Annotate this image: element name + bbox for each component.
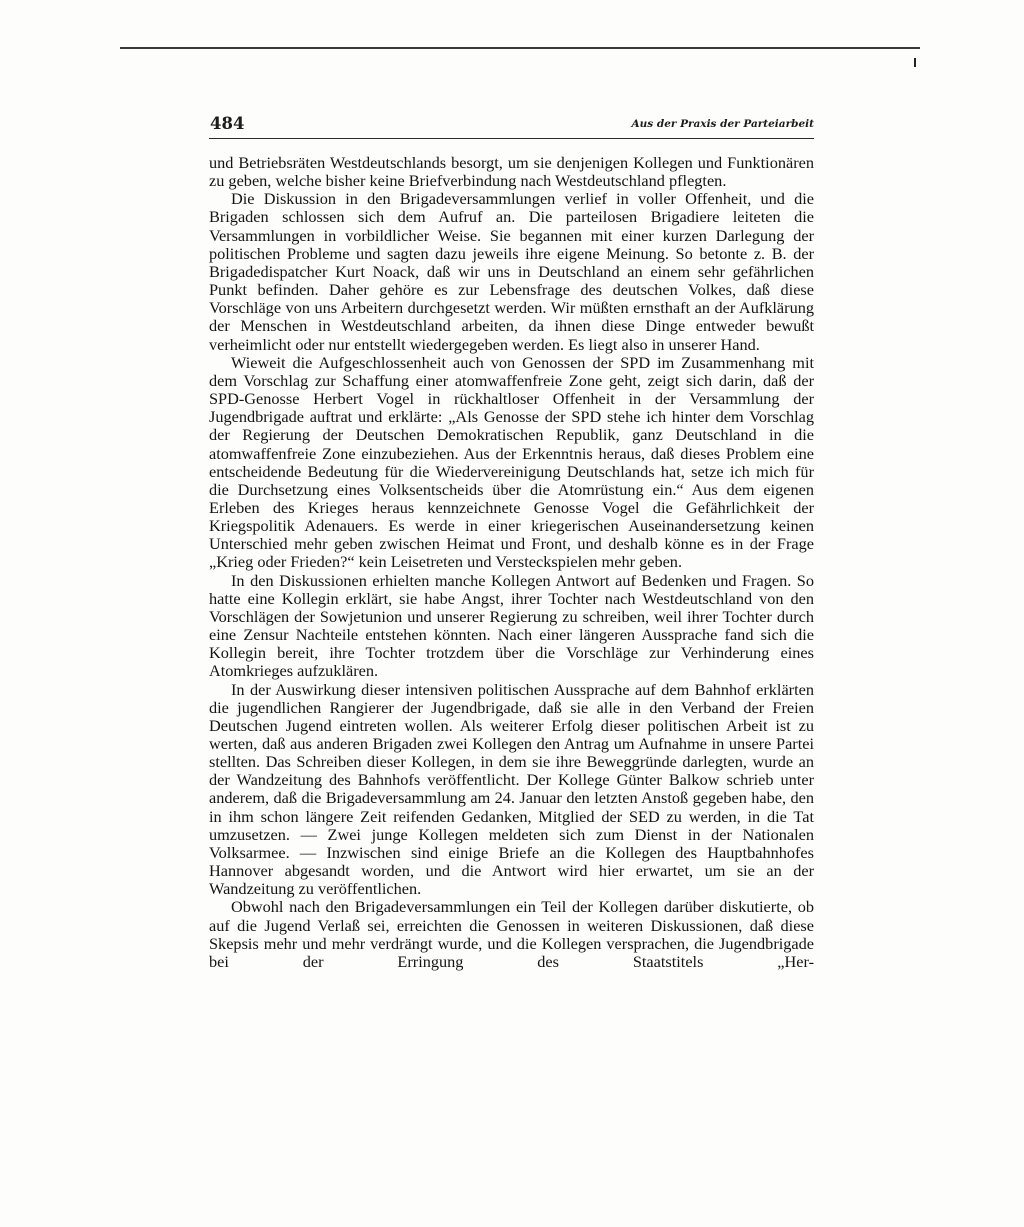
page-header <box>209 114 814 139</box>
paragraph: Obwohl nach den Brigadeversammlungen ein Teil der Kollegen darüber diskutierte, ob auf die Jugend Verlaß sei, erreichten die Genossen in weiteren Diskussionen, daß diese Skepsis mehr und mehr verdrängt wurde, und die Kollegen versprachen, die Jugendbrigade bei der Erringung des Staatstitels „Her- <box>209 897 814 971</box>
paragraph: In der Auswirkung dieser intensiven politischen Aussprache auf dem Bahnhof erklärten die jugendlichen Rangierer der Jugendbrigade, daß sie alle in den Verband der Freien Deutschen Jugend eintreten wollen. Als weiterer Erfolg dieser politischen Arbeit ist zu werten, daß aus anderen Brigaden zwei Kollegen den Antrag um Aufnahme in unsere Partei stellten. Das Schreiben dieser Kollegen, in dem sie ihre Beweggründe darlegten, wurde an der Wandzeitung des Bahnhofs veröffentlicht. Der Kollege Günter Balkow schrieb unter anderem, daß die Brigadeversammlung am 24. Januar den letzten Anstoß gegeben habe, den in ihm schon längere Zeit reifenden Gedanken, Mitglied der SED zu werden, in die Tat umzusetzen. — Zwei junge Kollegen meldeten sich zum Dienst in der Nationalen Volksarmee. — Inzwischen sind einige Briefe an die Kollegen des Hauptbahnhofes Hannover abgesandt worden, und die Antwort wird hier erwartet, um sie an der Wandzeitung zu veröffentlichen. <box>209 679 814 899</box>
paragraph: Die Diskussion in den Brigadeversammlungen verlief in voller Offenheit, und die Brigaden schlossen sich dem Aufruf an. Die parteilosen Brigadiere leiteten die Versammlungen in vorbildlicher Weise. Sie begannen mit einer kurzen Darlegung der politischen Probleme und sagten dazu jeweils ihre eigene Meinung. So betonte z. B. der Brigadedispatcher Kurt Noack, daß wir uns in Deutschland an einem sehr gefährlichen Punkt befinden. Daher gehöre es zur Lebensfrage des deutschen Volkes, daß diese Vorschläge von uns Arbeitern durchgesetzt werden. Wir müßten ernsthaft an der Aufklärung der Menschen in Westdeutschland arbeiten, da ihnen diese Dinge entweder bewußt verheimlicht oder nur entstellt wiedergegeben werden. Es liegt also in unserer Hand. <box>209 189 814 354</box>
paragraph: und Betriebsräten Westdeutschlands besorgt, um sie denjenigen Kollegen und Funktionären zu geben, welche bisher keine Briefverbindung nach Westdeutschland pflegten. <box>209 153 814 191</box>
body-text <box>209 154 814 971</box>
paragraph: In den Diskussionen erhielten manche Kollegen Antwort auf Bedenken und Fragen. So hatte eine Kollegin erklärt, sie habe Angst, ihrer Tochter nach Westdeutschland von den Vorschlägen der Sowjetunion und unserer Regierung zu schreiben, weil ihrer Tochter durch eine Zensur Nachteile entstehen könnten. Nach einer längeren Aussprache fand sich die Kollegin bereit, ihre Tochter trotzdem über die Vorschläge zur Verhinderung eines Atomkrieges aufzuklären. <box>209 570 814 681</box>
paragraph: Wieweit die Aufgeschlossenheit auch von Genossen der SPD im Zusammenhang mit dem Vorschlag zur Schaffung einer atomwaffenfreie Zone geht, zeigt sich darin, daß der SPD-Genosse Herbert Vogel in rückhaltloser Offenheit in der Versammlung der Jugendbrigade auftrat und erklärte: „Als Genosse der SPD stehe ich hinter dem Vorschlag der Regierung der Deutschen Demokratischen Republik, ganz Deutschland in die atomwaffenfreie Zone einzubeziehen. Aus der Erkenntnis heraus, daß dieses Problem eine entscheidende Bedeutung für die Wiedervereinigung Deutschlands hat, setze ich mich für die Durchsetzung eines Volksentscheids über die Atomrüstung ein.“ Aus dem eigenen Erleben des Krieges heraus kennzeichnete Genosse Vogel die Gefährlichkeit der Kriegspolitik Adenauers. Es werde in einer kriegerischen Auseinandersetzung keinen Unterschied mehr geben zwischen Heimat und Front, und deshalb könne es in der Frage „Krieg oder Frieden?“ kein Leisetreten und Versteckspielen mehr geben. <box>209 352 814 572</box>
scan-top-rule <box>120 47 920 49</box>
running-title: Aus der Praxis der Parteiarbeit <box>631 118 814 130</box>
scan-edge-mark <box>914 58 916 67</box>
page-number: 484 <box>210 114 245 133</box>
